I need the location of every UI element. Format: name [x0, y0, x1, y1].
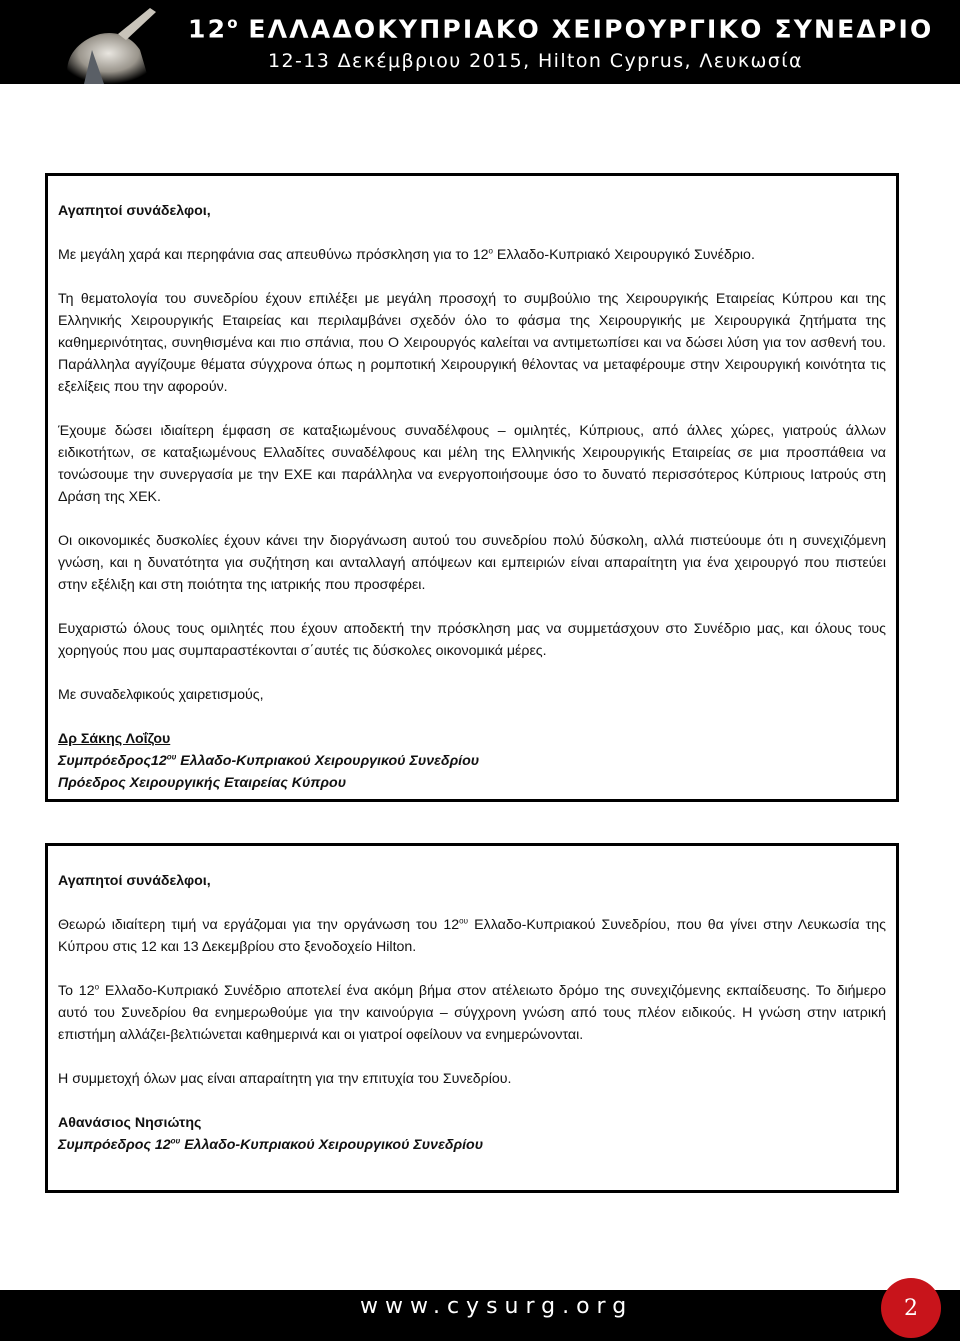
letter1-paragraph-4: Ευχαριστώ όλους τους ομιλητές που έχουν αποδεκτή την πρόσκληση μας να συμμετάσχουν στο Συνέδριο μας, και όλους τους χορηγούς που μας συμπαραστέκονται σ΄αυτές τις δύσκολες οικονομικά μέρες. [58, 621, 886, 659]
letter2-paragraph-3: Η συμμετοχή όλων μας είναι απαραίτητη για την επιτυχία του Συνεδρίου. [58, 1071, 512, 1087]
welcome-letter-1 [45, 173, 899, 802]
letter1-greeting: Αγαπητοί συνάδελφοι, [58, 203, 211, 219]
letter1-signature-role-2: Πρόεδρος Χειρουργικής Εταιρείας Κύπρου [58, 775, 347, 791]
letter1-signature-name: Δρ Σάκης Λοΐζου [58, 731, 171, 747]
letter2-paragraph-1: Θεωρώ ιδιαίτερη τιμή να εργάζομαι για την οργάνωση του $12^{o\upsilon}$ Ελλαδο-Κυπριακού Συνεδρίου, που θα γίνει στην Λευκωσία της Κύπρου στις 12 και 13 Δεκεμβρίου στο ξενοδοχείο Hilton. [58, 916, 886, 955]
letter2-paragraph-2: Το $12^o$ Ελλαδο-Κυπριακό Συνέδριο αποτελεί ένα ακόμη βήμα στον ατέλειωτο δρόμο της συνεχιζόμενης εκπαίδευσης. Το διήμερο αυτό του Συνεδρίου θα ενημερωθούμε για την καινούργια – σύγχρονη γνώση από τους πλέον ειδικούς. Η γνώση στην ιατρική επιστήμη αλλάζει-βελτιώνεται καθημερινά και οι γιατροί οφείλουν να ενημερώνονται. [58, 982, 886, 1043]
conference-date-venue: 12-13 Δεκέμβριου 2015, Hilton Cyprus, Λευκωσία [268, 50, 803, 72]
letter1-paragraph-3: Οι οικονομικές δυσκολίες έχουν κάνει την διοργάνωση αυτού του συνεδρίου πολύ δύσκολη, αλλά πιστεύουμε ότι η συνεχιζόμενη γνώση, και η δυνατότητα για συζήτηση και ανταλλαγή απόψεων και εμπειριών είναι απαραίτητη για ένα χειρουργό που πιστεύει στην εξέλιξη και στη ποιότητα της ιατρικής που προσφέρει. [58, 533, 886, 593]
letter2-signature-role: Συμπρόεδρος $12^{o\upsilon}$ Ελλαδο-Κυπριακού Χειρουργικού Συνεδρίου [58, 1136, 484, 1153]
letter1-closing: Με συναδελφικούς χαιρετισμούς, [58, 687, 264, 703]
letter1-intro: Με μεγάλη χαρά και περηφάνια σας απευθύνω πρόσκληση για το $12^o$ Ελλαδο-Κυπριακό Χειρουργικό Συνέδριο. [58, 246, 755, 263]
conference-title: $12^o$ ΕΛΛΑΔΟΚΥΠΡΙΑΚΟ ΧΕΙΡΟΥΡΓΙΚΟ ΣΥΝΕΔΡΙΟ [188, 14, 934, 44]
letter2-signature-name: Αθανάσιος Νησιώτης [58, 1115, 202, 1131]
page-number-badge: 2 [881, 1278, 941, 1338]
letter1-paragraph-1: Τη θεματολογία του συνεδρίου έχουν επιλέξει με μεγάλη προσοχή το συμβούλιο της Χειρουργικής Εταιρείας Κύπρου και της Ελληνικής Χειρουργικής Εταιρείας και περιλαμβάνει σχεδόν όλο το φάσμα της Χειρουργικής με Χειρουργικά ζητήματα της καθημερινότητας, συνηθισμένα και πιο σπάνια, που Ο Χειρουργός καλείται να αντιμετωπίσει και να δώσει λύση για τον ασθενή του. Παράλληλα αγγίζουμε θέματα σύγχρονα όπως η ρομποτική Χειρουργική θέλοντας να μεταφέρουμε στην Χειρουργική κοινότητα τις εξελίξεις που την αφορούν. [58, 291, 886, 395]
letter1-signature-role-1: $\Sigma\upsilon\mu\pi\rho ό\varepsilon\delta\rho o\varsigma 12^{o\upsilon}$ Ελλαδο-Κυπριακού Χειρουργικού Συνεδρίου [58, 752, 480, 769]
website-url[interactable]: www.cysurg.org [360, 1294, 634, 1319]
surgeon-hand-image [0, 0, 190, 84]
welcome-letter-2 [45, 843, 899, 1193]
letter1-paragraph-2: Έχουμε δώσει ιδιαίτερη έμφαση σε καταξιωμένους συναδέλφους – ομιλητές, Κύπριους, από άλλες χώρες, γιατρούς άλλων ειδικοτήτων, σε καταξιωμένους Ελλαδίτες συναδέλφους και μέλη της Ελληνικής Χειρουργικής Εταιρείας σε μια προσπάθεια να τονώσουμε την συνεργασία με την ΕΧΕ και παράλληλα να ενεργοποιήσουμε όσο το δυνατό περισσότερος Κύπριους Ιατρούς στη Δράση της ΧΕΚ. [58, 423, 886, 505]
header-banner [0, 0, 960, 84]
letter2-greeting: Αγαπητοί συνάδελφοι, [58, 873, 211, 889]
